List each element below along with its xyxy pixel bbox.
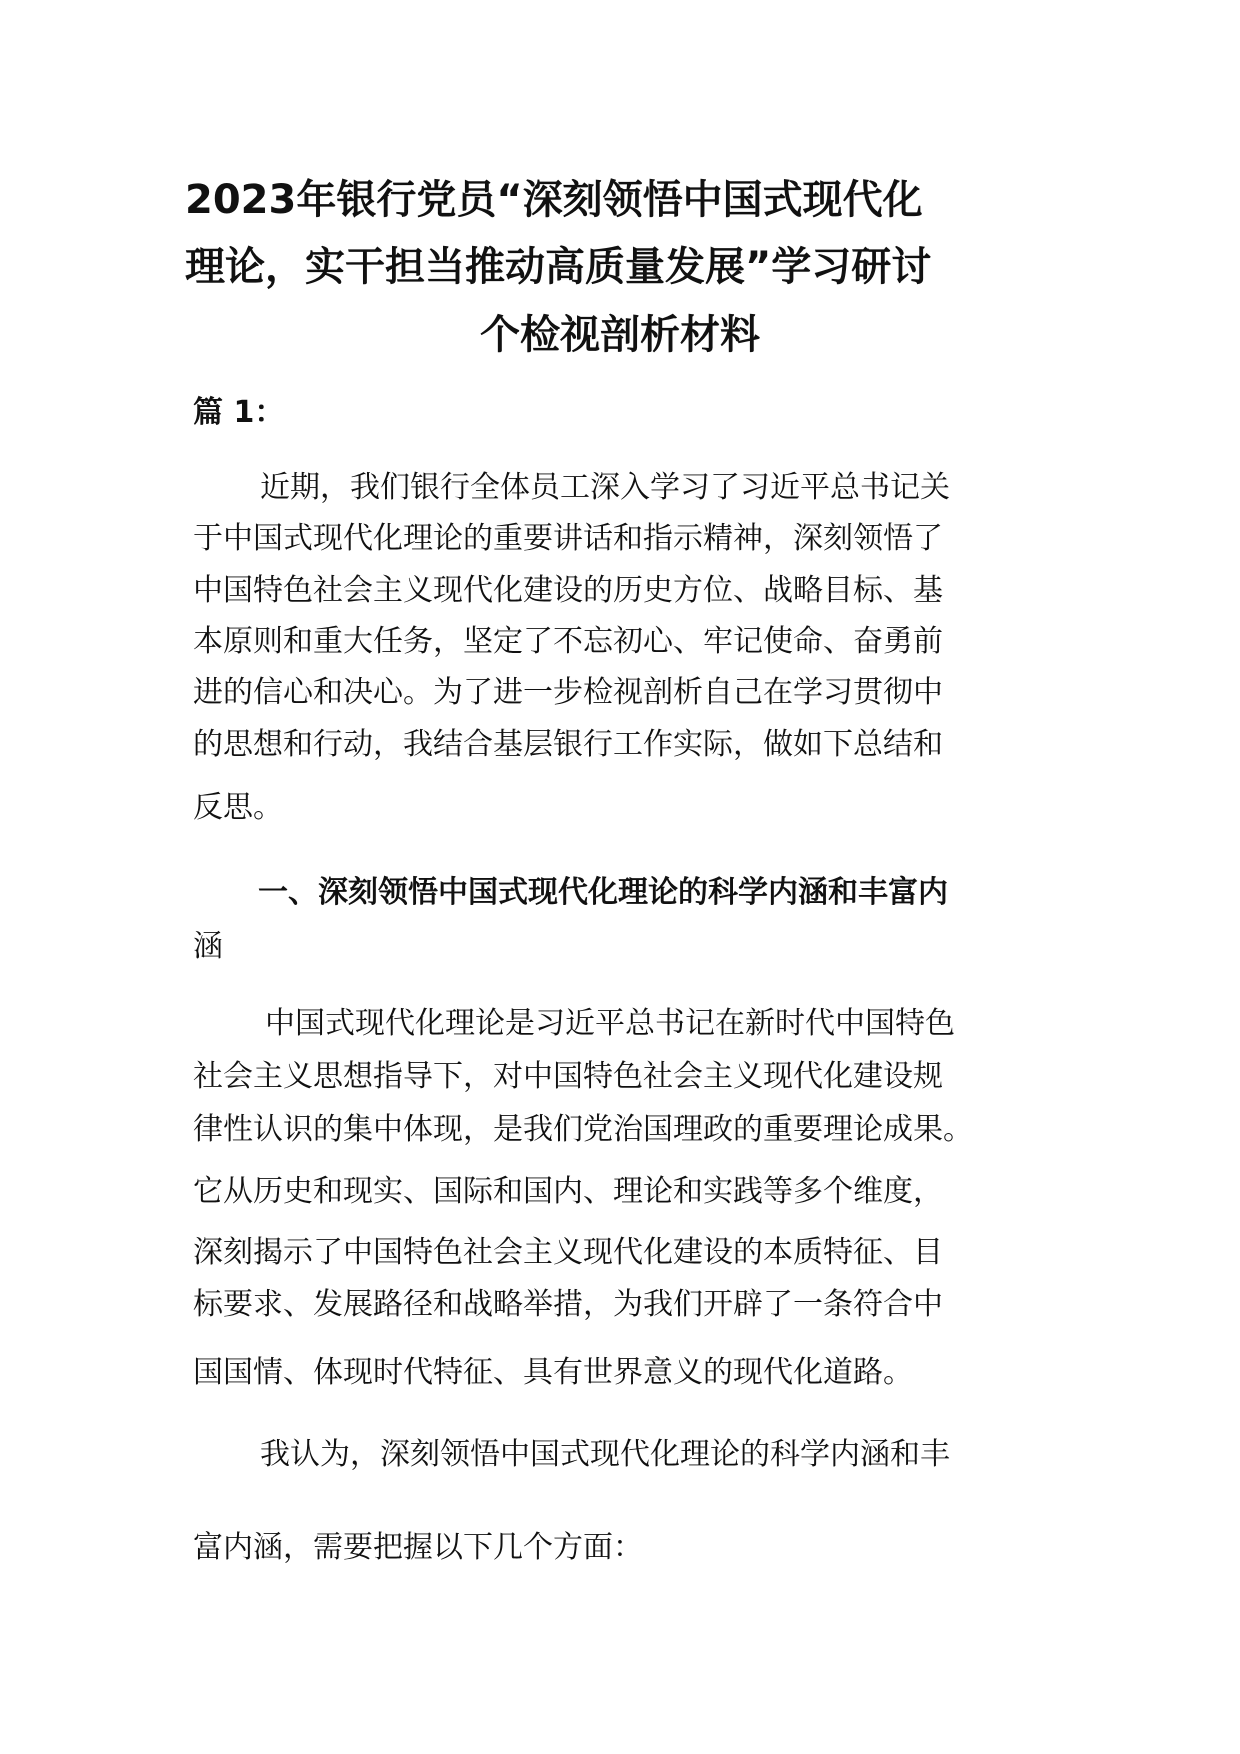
paragraph-1-line: 本原则和重大任务，坚定了不忘初心、牢记使命、奋勇前 [193,624,943,659]
document-title-line-3: 个检视剖析材料 [480,312,760,358]
paragraph-1-line: 近期，我们银行全体员工深入学习了习近平总书记关 [260,470,950,505]
section-label: 篇 1： [193,395,285,430]
paragraph-2-line: 它从历史和现实、国际和国内、理论和实践等多个维度， [193,1174,943,1209]
section-heading-line: 涵 [193,929,223,964]
paragraph-2-line: 深刻揭示了中国特色社会主义现代化建设的本质特征、目 [193,1235,943,1270]
paragraph-3-line: 我认为，深刻领悟中国式现代化理论的科学内涵和丰 [260,1437,950,1472]
paragraph-2-line: 中国式现代化理论是习近平总书记在新时代中国特色 [265,1006,955,1041]
paragraph-2-line: 律性认识的集中体现，是我们党治国理政的重要理论成果。 [193,1112,973,1147]
document-title-line-2: 理论，实干担当推动高质量发展”学习研讨 [185,244,932,290]
paragraph-1-line: 进的信心和决心。为了进一步检视剖析自己在学习贯彻中 [193,675,943,710]
paragraph-1-line: 反思。 [193,790,283,825]
paragraph-1-line: 的思想和行动，我结合基层银行工作实际，做如下总结和 [193,727,943,762]
paragraph-2-line: 社会主义思想指导下，对中国特色社会主义现代化建设规 [193,1059,943,1094]
paragraph-1-line: 于中国式现代化理论的重要讲话和指示精神，深刻领悟了 [193,521,943,556]
paragraph-1-line: 中国特色社会主义现代化建设的历史方位、战略目标、基 [193,573,943,608]
document-title-line-1: 2023年银行党员“深刻领悟中国式现代化 [185,177,923,223]
paragraph-2-line: 标要求、发展路径和战略举措，为我们开辟了一条符合中 [193,1287,943,1322]
paragraph-3-line: 富内涵，需要把握以下几个方面： [193,1530,643,1565]
paragraph-2-line: 国国情、体现时代特征、具有世界意义的现代化道路。 [193,1355,913,1390]
section-heading-line: 一、深刻领悟中国式现代化理论的科学内涵和丰富内 [258,875,948,910]
